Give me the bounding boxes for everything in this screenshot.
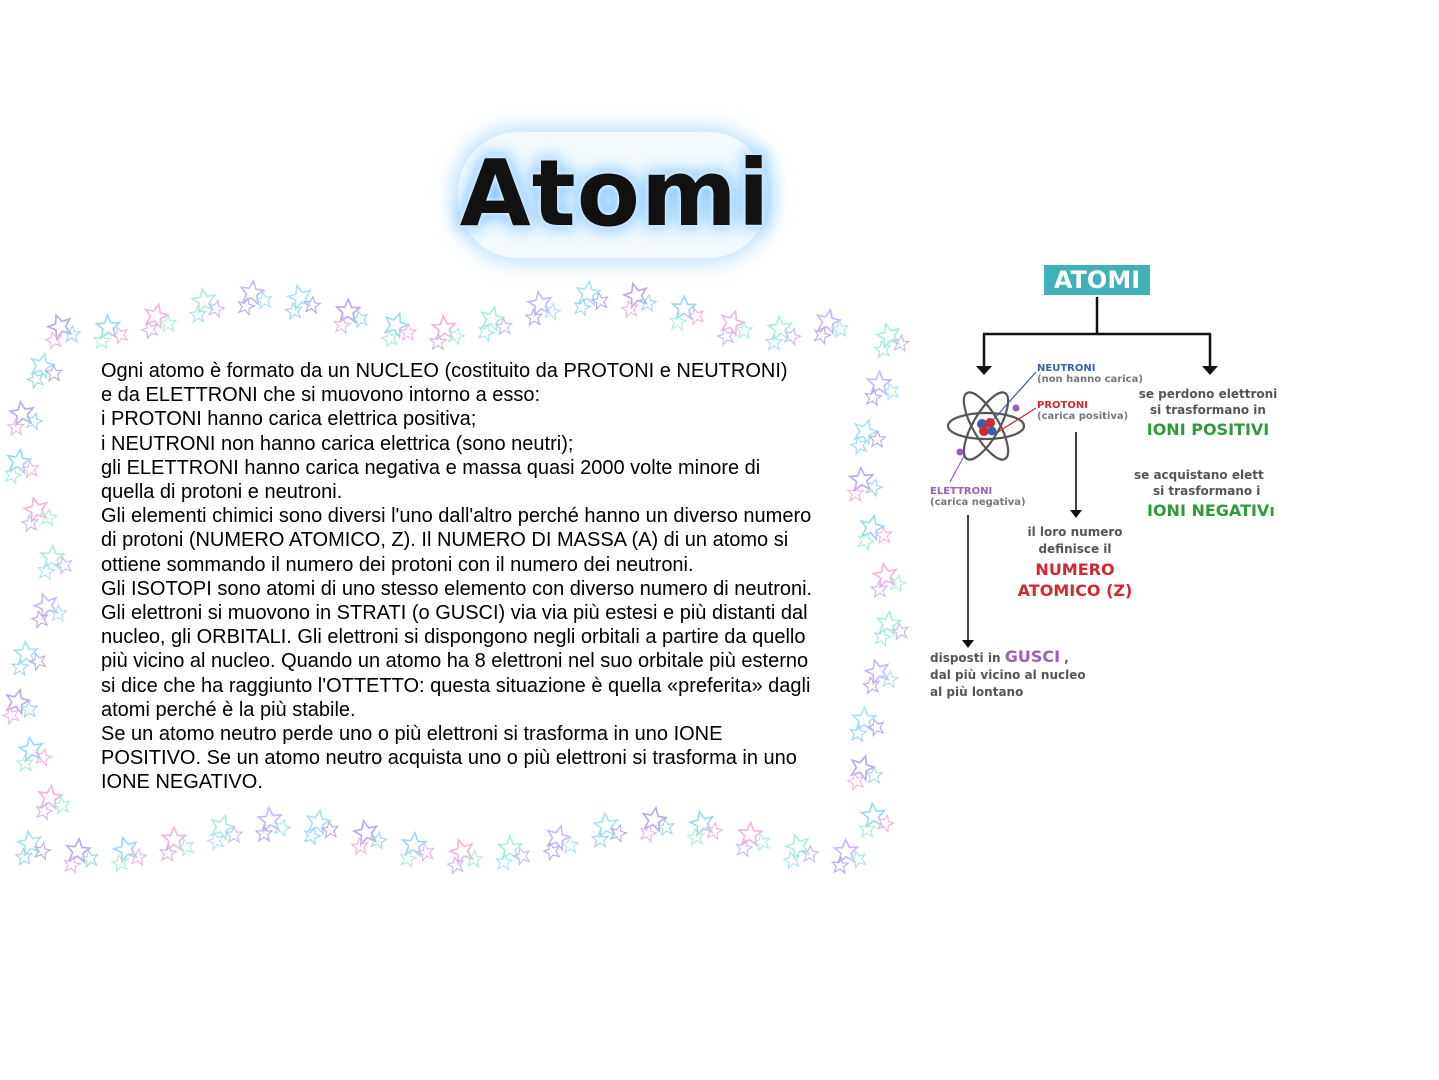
star-icon [26,369,46,389]
numero-atomico-1: NUMERO [1035,560,1115,579]
star-icon [525,309,542,326]
star-icon [639,294,657,311]
star-icon [687,828,705,845]
star-icon [39,508,57,526]
star-icon [831,320,848,337]
star-icon [669,313,687,330]
star-icon [447,855,466,874]
star-icon [140,319,160,339]
star-icon [34,747,53,766]
star-icon [735,839,753,857]
star-icon [1,705,21,725]
star-icon [272,817,292,837]
body-line: più vicino al nucleo. Quando un atomo ha 8 elettroni nel suo orbitale più esterno [101,650,809,673]
star-icon [22,460,40,478]
star-icon [495,318,512,335]
body-text [101,359,891,795]
star-icon [81,849,100,867]
star-icon [112,834,141,862]
star-icon [32,590,61,619]
star-icon [400,324,417,340]
star-icon [65,838,90,863]
star-icon [302,826,322,846]
perdono-line2: si trasformano in [1150,403,1266,417]
star-icon [562,837,578,853]
star-icon [37,784,63,809]
body-line: si dice che ha raggiunto l'OTTETTO: questa situazione è quella «preferita» dagli [101,674,811,697]
star-icon [859,821,875,837]
atomi-concept-map [920,260,1300,720]
star-icon [688,809,715,836]
star-icon [3,465,22,484]
star-icon [465,850,482,867]
star-icon [542,841,562,861]
star-icon [257,807,282,832]
numero-atomico-2: ATOMICO (Z) [1017,581,1133,600]
star-icon [94,332,111,348]
star-icon [142,301,170,328]
star-icon [54,555,73,574]
star-icon [738,822,763,846]
star-icon [782,850,801,869]
neutroni-label: NEUTRONI [1037,363,1096,374]
star-icon [608,823,628,842]
star-icon [874,340,892,358]
star-icon [37,562,55,580]
star-icon [255,291,273,309]
star-icon [875,813,895,833]
body-line: Gli elementi chimici sono diversi l'uno dall'altro perché hanno un diverso numero [101,505,812,528]
acquistano-line1: se acquistano elett [1134,468,1264,482]
ioni-negativi: IONI NEGATIVı [1147,501,1275,520]
star-icon [28,351,56,379]
star-icon [9,400,35,425]
star-icon [382,310,411,339]
star-icon [686,306,706,325]
star-icon [226,827,242,843]
body-line: e da ELETTRONI che si muovono intorno a esso: [101,384,541,407]
star-icon [831,856,848,873]
star-icon [28,651,48,671]
numero-line2: definisce il [1038,542,1112,556]
star-icon [891,622,909,640]
star-icon [621,300,639,318]
body-line: Gli elettroni si muovono in STRATI (o GUSCI) via via più estesi e più distanti dal [101,602,808,625]
star-icon [3,687,31,714]
star-icon [478,305,505,332]
star-icon [834,839,858,862]
star-icon [814,307,841,334]
elettroni-note: (carica negativa) [930,497,1026,508]
star-icon [190,306,207,322]
star-icon [446,325,466,345]
star-icon [768,316,793,340]
star-icon [592,831,608,847]
gusci-line2: dal più vicino al nucleo [930,668,1086,682]
star-icon [21,701,38,717]
page-title: Atomi [459,139,771,247]
protoni-note: (carica positiva) [1037,411,1129,422]
star-icon [46,365,63,381]
gusci-word: GUSCI [1004,647,1061,666]
elettroni-label: ELETTRONI [930,486,993,497]
star-icon [495,853,512,870]
star-icon [448,836,477,864]
star-icon [402,832,427,856]
star-icon [64,326,81,342]
star-icon [206,831,226,851]
star-icon [512,846,532,866]
star-icon [638,823,658,842]
star-icon [286,283,314,311]
perdono-line1: se perdono elettroni [1138,387,1278,401]
star-icon [163,827,186,849]
star-icon [111,853,130,871]
star-icon [782,326,802,346]
star-icon [15,848,32,865]
body-line: atomi perché è la più stabile. [101,698,356,721]
star-icon [736,322,752,338]
body-line: di protoni (NUMERO ATOMICO, Z). Il NUMERO DI MASSA (A) di un atomo si [101,529,789,552]
star-icon [333,316,351,334]
body-line: POSITIVO. Se un atomo neutro acquista uno o più elettroni si trasforma in uno [101,747,797,770]
numero-line1: il loro numero [1027,525,1123,539]
body-line: i NEUTRONI non hanno carica elettrica (sono neutri); [101,432,574,455]
body-line: gli ELETTRONI hanno carica negativa e massa quasi 2000 volte minore di [101,456,761,479]
star-icon [44,330,63,349]
star-icon [861,803,886,827]
star-icon [380,328,399,347]
star-icon [591,292,609,310]
star-icon [575,280,601,305]
body-line: IONE NEGATIVO. [101,771,263,794]
gusci-prefix: disposti in [930,651,1001,665]
star-icon [801,845,818,862]
star-icon [110,324,130,344]
body-line: quella di protoni e neutroni. [101,481,343,504]
star-icon [129,848,147,865]
star-icon [321,821,339,838]
star-icon [417,843,436,862]
gusci-line3: al più lontano [930,685,1024,699]
neutroni-note: (non hanno carica) [1037,374,1143,385]
gusci-line1 [930,649,1069,666]
star-icon [8,419,25,435]
star-icon [12,659,29,675]
star-icon [544,823,572,851]
star-icon [18,736,44,762]
star-icon [191,287,217,313]
star-icon [352,818,379,845]
star-icon [22,495,50,522]
star-icon [875,321,903,349]
star-icon [63,855,82,874]
star-icon [766,334,782,350]
star-icon [303,296,321,314]
star-icon [96,315,120,339]
acquistano-line2: si trasformano i [1153,484,1261,498]
star-icon [21,514,39,532]
star-icon [705,822,723,840]
star-icon [14,641,38,665]
star-icon [45,311,74,340]
star-icon [718,308,747,336]
star-icon [160,315,177,331]
star-icon [716,326,736,345]
star-icon [34,801,53,820]
star-icon [657,818,675,835]
star-icon [236,296,255,315]
body-line: nucleo, gli ORBITALI. Gli elettroni si dispongono negli orbitali a partire da quello [101,626,806,649]
star-icon [430,333,447,349]
star-icon [527,290,554,316]
star-icon [498,836,521,859]
star-icon [40,545,64,569]
star-icon [17,829,44,855]
star-icon [432,315,457,339]
star-icon [17,755,34,771]
star-icon [350,309,369,328]
star-icon [159,844,177,861]
star-icon [6,448,32,474]
star-icon [641,806,668,832]
star-icon [53,796,71,814]
atomi-header: ATOMI [1044,265,1150,295]
star-icon [572,297,591,316]
ioni-positivi: IONI POSITIVI [1146,420,1270,439]
star-icon [848,849,868,869]
body-line: Ogni atomo è formato da un NUCLEO (costituito da PROTONI e NEUTRONI) [101,360,788,382]
star-icon [256,825,272,841]
star-icon [476,322,496,342]
gusci-suffix: , [1064,651,1069,665]
star-icon [50,605,67,621]
star-icon [399,849,418,867]
body-line: Se un atomo neutro perde uno o più elettroni si trasforma in uno IONE [101,723,723,746]
protoni-label: PROTONI [1037,400,1088,411]
star-icon [24,411,43,430]
star-icon [752,832,771,851]
star-icon [305,808,332,834]
body-line: Gli ISOTOPI sono atomi di uno stesso elemento con diverso numero di neutroni. [101,577,813,600]
star-icon [176,837,196,857]
star-icon [369,831,388,849]
star-icon [33,841,52,860]
star-icon [672,296,695,319]
star-icon [208,812,237,840]
star-icon [351,837,369,854]
star-icon [622,281,650,309]
star-icon [783,831,812,860]
star-icon [31,609,50,628]
star-icon [542,302,561,321]
star-icon [285,302,303,320]
body-line: ottiene sommando il numero dei protoni con il numero dei neutroni. [101,553,694,576]
star-icon [892,334,910,352]
star-icon [206,299,225,318]
body-line: i PROTONI hanno carica elettrica positiva; [101,408,477,431]
star-icon [593,812,619,837]
star-icon [239,279,265,304]
star-icon [336,299,360,322]
star-icon [812,325,832,345]
